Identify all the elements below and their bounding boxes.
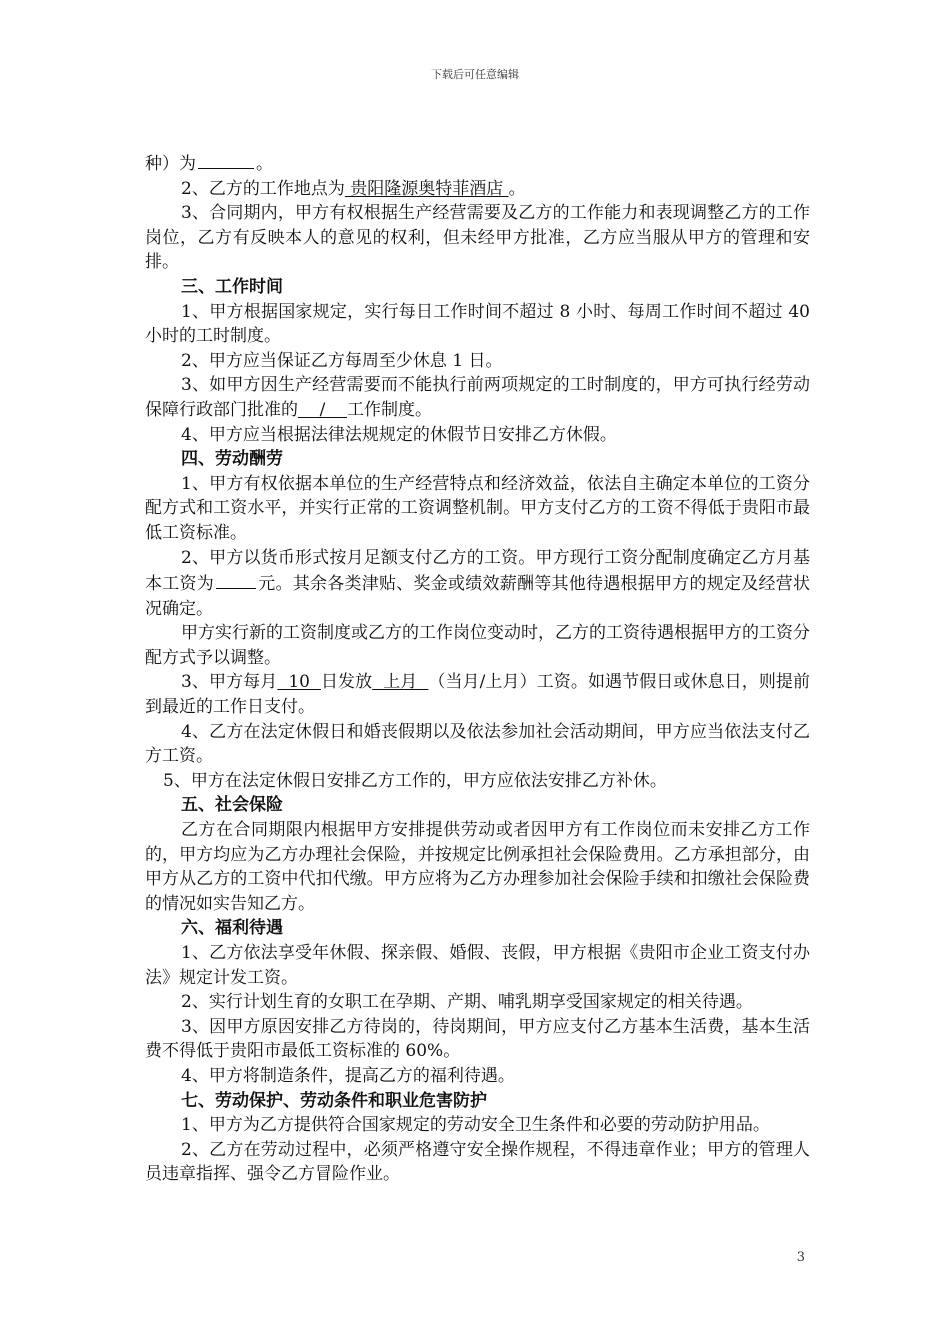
paragraph: 2、实行计划生育的女职工在孕期、产期、哺乳期享受国家规定的相关待遇。: [181, 992, 753, 1013]
section-heading-work-hours: 三、工作时间: [181, 276, 283, 297]
paragraph: 1、甲方根据国家规定，实行每日工作时间不超过 8 小时、每周工作时间不超过 40 小时的工时制度。: [145, 301, 810, 347]
paragraph-job-type: [145, 150, 810, 177]
paragraph: 4、甲方应当根据法律法规规定的休假节日安排乙方休假。: [181, 424, 617, 445]
section-heading-benefits: 六、福利待遇: [181, 918, 283, 939]
paragraph-work-system: [145, 373, 810, 422]
paragraph: 4、乙方在法定休假日和婚丧假期以及依法参加社会活动期间，甲方应当依法支付乙方工资。: [145, 721, 810, 767]
text: 。: [508, 178, 526, 199]
page-header: 下载后可任意编辑: [431, 68, 519, 81]
section-heading-social-insurance: 五、社会保险: [181, 795, 283, 816]
section-heading-labor-protection: 七、劳动保护、劳动条件和职业危害防护: [181, 1090, 487, 1111]
text: 2、甲方以货币形式按月足额支付乙方的工资。甲方现行工资分配制度确定乙方月基本工资为: [145, 547, 810, 595]
text: （当月/上月）工资。如遇节假日或休息日，则提前到最近的工作日支付。: [145, 672, 810, 718]
text: 元。其余各类津贴、奖金或绩效薪酬等其他待遇根据甲方的规定及经营状况确定。: [145, 574, 810, 619]
paragraph: 1、甲方为乙方提供符合国家规定的劳动安全卫生条件和必要的劳动防护用品。: [181, 1115, 770, 1136]
pay-day-value: 10: [277, 672, 321, 693]
paragraph-work-location: [145, 177, 810, 202]
text: 3、如甲方因生产经营需要而不能执行前两项规定的工时制度的，甲方可执行经劳动保障行政部门批准的: [145, 375, 810, 420]
text: 。: [256, 154, 273, 174]
text: 工作制度。: [346, 399, 432, 420]
text: 种）为: [145, 154, 196, 174]
section-heading-remuneration: 四、劳动酬劳: [181, 449, 283, 470]
page-number: 3: [796, 1250, 805, 1265]
paragraph: 1、乙方依法享受年休假、探亲假、婚假、丧假，甲方根据《贵阳市企业工资支付办法》规定计发工资。: [145, 943, 810, 988]
paragraph: 3、因甲方原因安排乙方待岗的，待岗期间，甲方应支付乙方基本生活费，基本生活费不得低于贵阳市最低工资标准的 60%。: [145, 1016, 810, 1062]
paragraph: 3、合同期内，甲方有权根据生产经营需要及乙方的工作能力和表现调整乙方的工作岗位，乙方有反映本人的意见的权利，但未经甲方批准，乙方应当服从甲方的管理和安排。: [145, 203, 810, 273]
text: 日发放: [320, 672, 373, 693]
text: 2、乙方的工作地点为: [181, 178, 345, 199]
blank-field: [216, 570, 256, 589]
paragraph: 乙方在合同期限内根据甲方安排提供劳动或者因甲方有工作岗位而未安排乙方工作的，甲方均应为乙方办理社会保险，并按规定比例承担社会保险费用。乙方承担部分，由甲方从乙方的工资中代扣代缴。甲方应将为乙方办理参加社会保险手续和扣缴社会保险费的情况如实告知乙方。: [145, 820, 810, 914]
paragraph: 5、甲方在法定休假日安排乙方工作的，甲方应依法安排乙方补休。: [163, 770, 667, 791]
work-location-value: 贵阳隆源奥特菲酒店: [344, 178, 509, 199]
paragraph: 4、甲方将制造条件，提高乙方的福利待遇。: [181, 1065, 515, 1086]
text: 3、甲方每月: [181, 672, 278, 693]
paragraph-pay-date: [145, 670, 810, 719]
paragraph: 甲方实行新的工资制度或乙方的工作岗位变动时，乙方的工资待遇根据甲方的工资分配方式予以调整。: [145, 623, 810, 668]
document-body: [145, 150, 810, 1187]
paragraph: 2、乙方在劳动过程中，必须严格遵守安全操作规程，不得违章作业；甲方的管理人员违章指挥、强令乙方冒险作业。: [145, 1139, 810, 1185]
work-system-value: /: [298, 399, 347, 420]
paragraph: 1、甲方有权依据本单位的生产经营特点和经济效益，依法自主确定本单位的工资分配方式和工资水平，并实行正常的工资调整机制。甲方支付乙方的工资不得低于贵阳市最低工资标准。: [145, 473, 810, 543]
paragraph: 2、甲方应当保证乙方每周至少休息 1 日。: [181, 350, 503, 371]
paragraph-base-salary: [145, 546, 810, 622]
blank-field: [198, 150, 254, 169]
pay-month-value: 上月: [372, 672, 429, 693]
